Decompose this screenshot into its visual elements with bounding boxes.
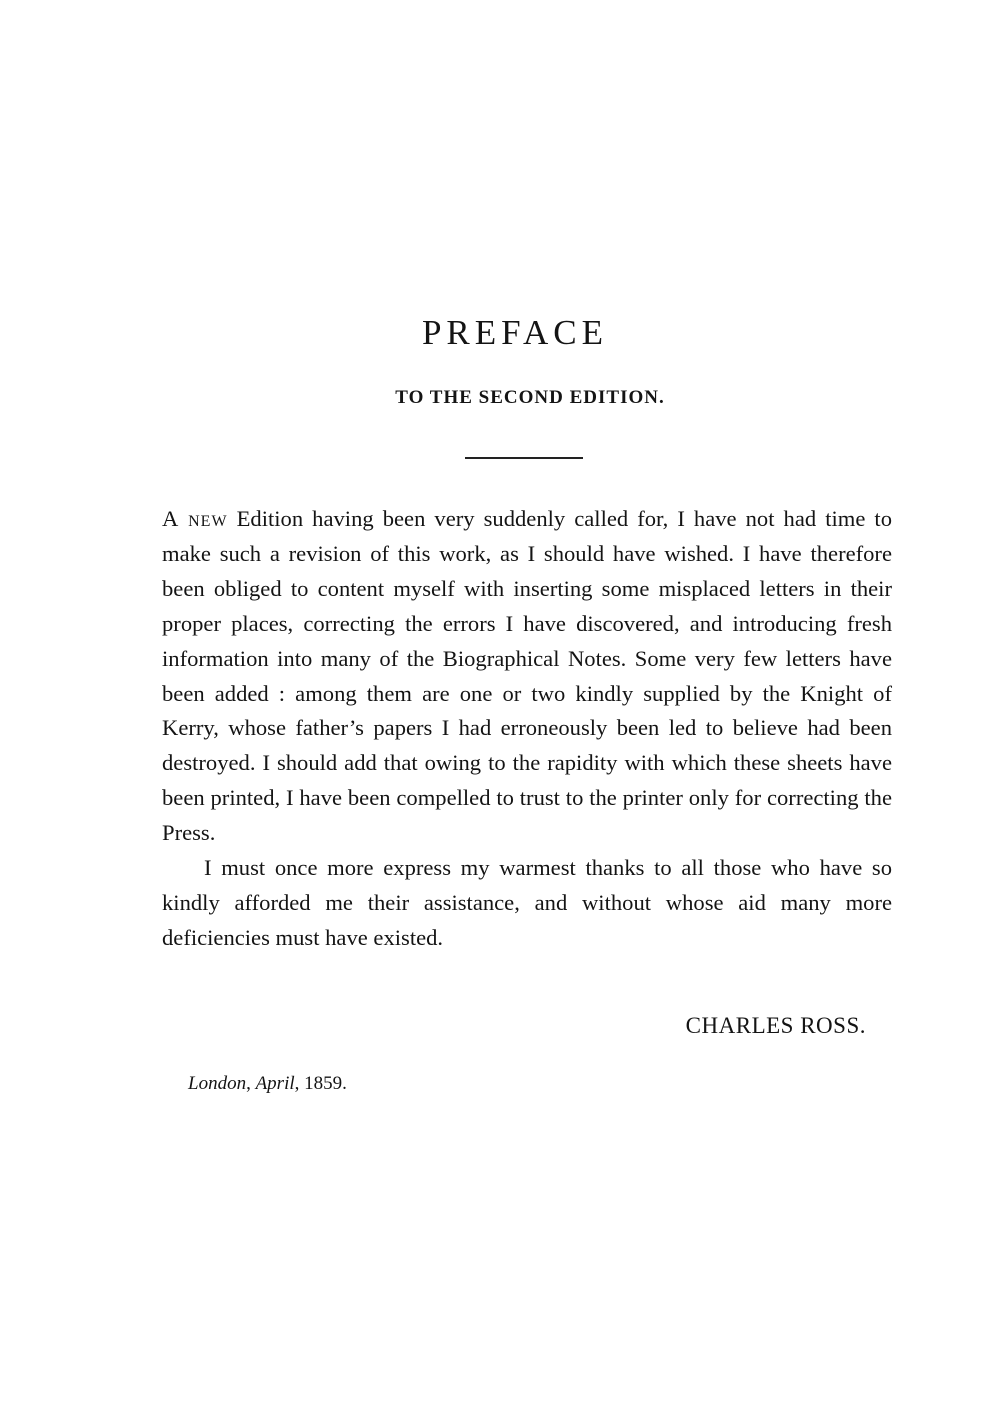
dateline-month: April: [255, 1073, 295, 1094]
paragraph-1-text: Edition having been very suddenly called for, I have not had time to make such a revision of this work, as I should have wished. I have therefore been obliged to content myself with inserting some misplaced letters in their proper places, correcting the errors I have discovered, and introducing fresh information into many of the Biographical Notes. Some very few letters have been added : among them are one or two kindly supplied by the Knight of Kerry, whose father’s papers I had erroneously been led to believe had been destroyed. I should add that owing to the rapidity with which these sheets have been printed, I have been compelled to trust to the printer only for correcting the Press.: [162, 506, 893, 846]
author-signature: CHARLES ROSS.: [685, 1013, 866, 1038]
title-rule-divider: [465, 457, 583, 459]
dateline-year: 1859.: [304, 1073, 347, 1094]
dateline-separator-2: ,: [294, 1073, 305, 1094]
preface-body: [162, 502, 892, 956]
page-title: PREFACE: [421, 313, 609, 352]
preface-paragraph-1: [162, 502, 892, 851]
dateline: [188, 1073, 347, 1095]
page-subtitle: TO THE SECOND EDITION.: [395, 387, 665, 408]
dateline-place: London: [188, 1073, 247, 1094]
preface-paragraph-2: I must once more express my warmest thanks to all those who have so kindly afforded me their assistance, and without whose aid many more deficiencies must have existed.: [162, 855, 892, 950]
paragraph-lead-in: A new: [162, 506, 228, 531]
dateline-separator-1: ,: [246, 1073, 256, 1094]
